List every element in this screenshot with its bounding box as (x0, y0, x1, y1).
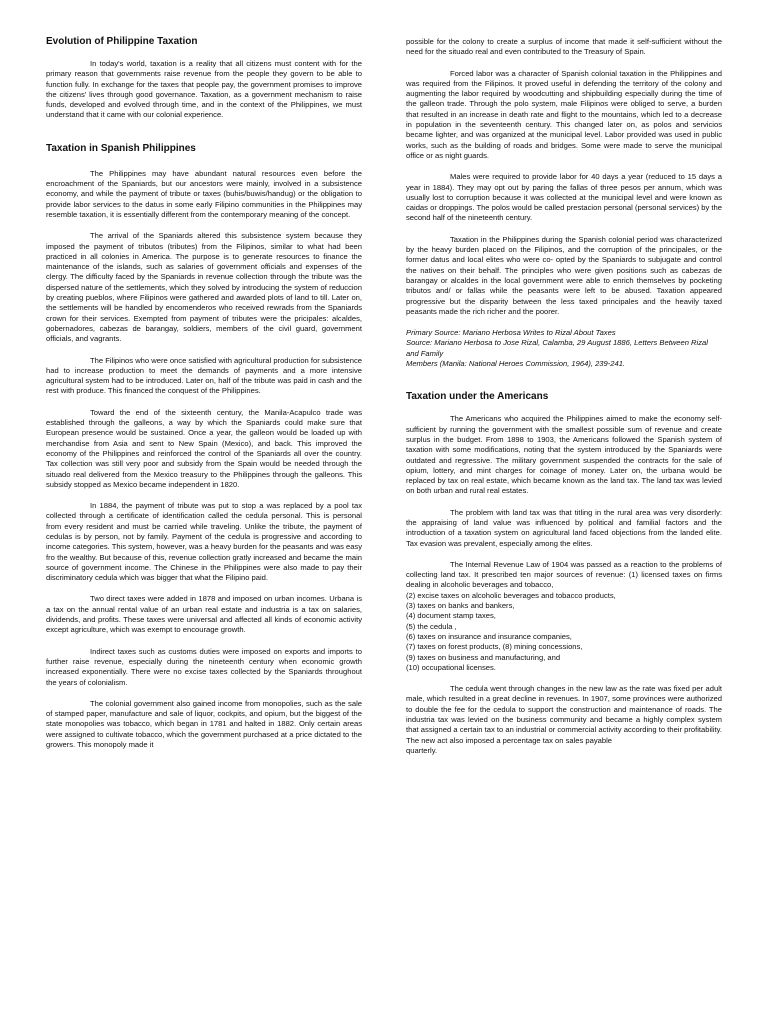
source-line: Members (Manila: National Heroes Commission, 1964), 239-241. (406, 359, 626, 369)
document-title: Evolution of Philippine Taxation (46, 36, 198, 47)
list-item: (7) taxes on forest products, (8) mining concessions, (406, 642, 583, 652)
paragraph: Two direct taxes were added in 1878 and imposed on urban incomes. Urbana is a tax on the annual rental value of an urban real estate and industria is a tax on salaries, dividends, and profits. These taxes were universal and affected all kinds of economic activity except agriculture, which was exempt to encourage growth. (46, 594, 362, 635)
list-item: (9) taxes on business and manufacturing, and (406, 652, 561, 662)
paragraph: Indirect taxes such as customs duties were imposed on exports and imports to further raise revenue, especially during the nineteenth century when economic growth increased exponentially. There were no excise taxes collected by the Spaniards throughout the years of colonialism. (46, 646, 362, 687)
list-item: (5) the cedula , (406, 621, 457, 631)
list-item: (6) taxes on insurance and insurance companies, (406, 631, 572, 641)
paragraph: The colonial government also gained income from monopolies, such as the sale of stamped paper, manufacture and sale of liquor, cockpits, and opium, but the biggest of the state monopolies was tobacco, which began in 1781 and halted in 1882. Only certain areas were assigned to cultivate tobacco, which the government purchased at a price dictated to the growers. This monopoly made it (46, 698, 362, 750)
paragraph: In 1884, the payment of tribute was put to stop a was replaced by a pool tax collected through a certificate of identification called the cedula personal. This is personal from every resident and must be carried while traveling. Unlike the tribute, the payment of cedulas is by person, not by family. Payment of the cedula is progressive and according to income categories. This system, however, was a heavy burden for the peasants and was easy fro the wealthy. But because of this, revenue collection gratly increased and became the main source of government income. The Chinese in the Philippines were also made to pay their discriminatory cedula which was bigger that what the Filipino paid. (46, 501, 363, 583)
intro-paragraph: In today's world, taxation is a reality that all citizens must content with for the primary reason that governments raise revenue from the people they govern to be able to function fully. In exchange for the taxes that people pay, the government promises to improve the citizens' lives through good governance. Taxation, as a government mechanism to raise funds, developed and evolved through time, and in the context of the Philippines, we must understand that it came with our colonial experience. (46, 59, 362, 120)
paragraph: The problem with land tax was that titling in the rural area was very disorderly: the appraising of land value was influenced by political and familial factors and the introduction of a taxation system on agricultural land faced objections from the landed elite. Tax evasion was prevalent, especially among the elites. (406, 507, 722, 548)
left-column (46, 36, 362, 750)
paragraph-end: quarterly. (406, 745, 438, 755)
spanish-section-heading: Taxation in Spanish Philippines (46, 142, 196, 154)
paragraph: The cedula went through changes in the new law as the rate was fixed per adult male, which resulted in a great decline in revenues. In 1907, some provinces were authorized to double the fee for the cedula to support the construction and maintenance of roads. The industria tax was levied on the business community and became a highly complex system that assigned a certain tax to an industrial or commercial activity according to their profitability. The new act also imposed a percentage tax on sales payable (406, 684, 722, 745)
revenue-sources-list (406, 591, 722, 673)
paragraph: Toward the end of the sixteenth century, the Manila-Acapulco trade was established through the galleons, a way by which the Spaniards could make sure that European presence would be sustained. Once a year, the galleon would be loaded up with merchandise from Asia and sent to New Spain (Mexico), and back. This improved the economy of the Philippines and reinforced the control of the Spaniards all over the country. Tax collection was still very poor and subsidy from the Spain would be needed through the situado real delivered from the Mexico treasury to the Philippines through the galleons. This subsidy stopped as Mexico became independent in 1820. (46, 407, 362, 489)
paragraph: The Philippines may have abundant natural resources even before the encroachment of the Spaniards, but our ancestors were mainly, involved in a subsistence economy, and while the payment of tribute or taxes (buhis/buwis/handug) or the obligation to provide labor services to the datus in some early Filipino communities in the Philippines may resemble taxation, it is essentially different from the contemporary meaning of the concept. (46, 168, 362, 219)
paragraph: Males were required to provide labor for 40 days a year (reduced to 15 days a year in 1884). They may opt out by paring the fallas of three pesos per annum, which was usually lost to corruption because it was collected at the municipal level and were known as caidas or droppings. The polos would be called prestacion personal (personal services) by the second half of the nineteenth century. (406, 172, 722, 223)
paragraph: Taxation in the Philippines during the Spanish colonial period was characterized by the heavy burden placed on the Filipinos, and the corruption of the principales, or the former datus and local elites who were co- opted by the Spaniards to subjugate and control the natives on their behalf. The principles who were given positions such as cabezas de barangay or alcaldes in the local government were able to enrich themselves by pocketing tributos and/ or fallas while the peasants were left to be abused. Taxation appeared progressive but the disparity between the less taxed principales and the heavily taxed peasants made the rich richer and the poorer. (406, 234, 722, 316)
paragraph: The Filipinos who were once satisfied with agricultural production for subsistence had to increase production to meet the demands of payments and a more intensive agricultural system had to be introduced. Later on, half of the tribute was paid in cash and the rest with produce. This financed the conquest of the Philippines. (46, 355, 362, 396)
list-item: (4) document stamp taxes, (406, 611, 496, 621)
list-item: (2) excise taxes on alcoholic beverages and tobacco products, (406, 590, 616, 600)
american-section-heading: Taxation under the Americans (406, 391, 549, 403)
paragraph: The Internal Revenue Law of 1904 was passed as a reaction to the problems of collecting land tax. It prescribed ten major sources of revenue: (1) licensed taxes on firms dealing in alcoholic beverages and tobacco, (406, 559, 722, 590)
right-column (406, 37, 722, 756)
source-line: Source: Mariano Herbosa to Jose Rizal, Calamba, 29 August 1886, Letters Between Rizal and Family (406, 338, 708, 358)
paragraph-continued: possible for the colony to create a surplus of income that made it self-sufficient without the need for the situado real and even contributed to the Treasury of Spain. (406, 37, 722, 57)
paragraph: The Americans who acquired the Philippines aimed to make the economy self-sufficient by running the government with the smallest possible sum of revenue and create surplus in the budget. From 1898 to 1903, the Americans followed the Spanish system of taxation with some modifications, noting that the system introduced by the Spaniards were outdated and regressive. The military government suspended the contracts for the sale of opium, lottery, and mint charges for coinage of money. Later on, the urbana would be replaced by tax on real estate, which became known as the land tax. The land tax was levied on both urban and rural real estates. (406, 414, 722, 496)
paragraph: The arrival of the Spaniards altered this subsistence system because they imposed the payment of tributos (tributes) from the Filipinos, similar to what had been practiced in all colonies in America. The purpose is to generate resources to finance the maintenance of the islands, such as salaries of government officials and expenses of the clergy. The difficulty faced by the Spaniards in revenue collection through the tribute was the dispersed nature of the settlements, which they solved by introducing the system of reduccion by creating pueblos, where Filipinos were gathered and awarded plots of land to till. Later on, the settlements will be handled by encomenderos who received rewrads from the Spaniards crown for their services. Exempted from payment of tributes were the pricipales: alcaldes, gobernadores, cabezas de barangay, soldiers, members of the civil guard, government officials, and vagrants. (46, 231, 362, 344)
list-item: (3) taxes on banks and bankers, (406, 601, 515, 611)
list-item: (10) occupational licenses. (406, 662, 496, 672)
source-citation (406, 328, 722, 369)
source-line: Primary Source: Mariano Herbosa Writes to Rizal About Taxes (406, 328, 616, 338)
paragraph: Forced labor was a character of Spanish colonial taxation in the Philippines and was required from the Filipinos. It proved useful in defending the territory of the colony and augmenting the labor required by woodcutting and shipbuilding especially during the time of the galleon trade. Through the polo system, male Filipinos were obliged to serve, a burden that resulted in an increase in death rate and flight to the mountains, which led to a decrease in population in the seventeenth century. This changed later on, as polos and servicios became lighter, and was organized at the municipal level. Labor provided was used in public works, such as the building of roads and bridges. Some were made to serve the municipal office or as night guards. (406, 68, 722, 160)
